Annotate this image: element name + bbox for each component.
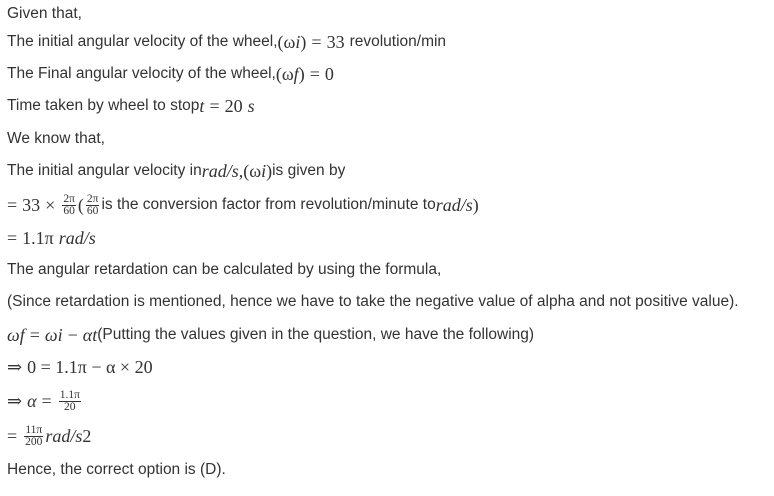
omega-i-close: ): [300, 31, 307, 52]
retardation-intro-text: The angular retardation can be calculated by using the formula,: [7, 261, 442, 278]
fraction-denominator: 60: [86, 204, 99, 217]
initial-velocity-value: 33: [326, 31, 345, 52]
result-rad-line: [7, 224, 96, 252]
implies-arrow: ⇒: [7, 390, 23, 411]
omega-i-close: ): [266, 160, 273, 181]
rad-per-s-unit: rad/s: [45, 425, 83, 446]
rad-per-s-unit: rad/s: [58, 227, 96, 248]
initial-rad-line: [7, 157, 345, 185]
conversion-line: [7, 191, 479, 219]
initial-velocity-unit: revolution/min: [349, 33, 447, 50]
alpha-t-term: αt: [82, 324, 98, 345]
conversion-fraction: [62, 194, 76, 217]
fraction-denominator: 200: [25, 435, 43, 448]
equals-sign: =: [7, 425, 18, 446]
fraction-numerator: 1.1π: [59, 388, 80, 401]
retardation-note-line: [7, 288, 739, 316]
open-paren: (: [77, 194, 84, 215]
close-paren: ): [472, 194, 479, 215]
formula-text: (Putting the values given in the question, we have the following): [97, 326, 535, 343]
rad-per-s-unit: rad/s: [201, 160, 239, 181]
result-fraction: [24, 425, 43, 448]
omega-i-subscript: i: [295, 31, 301, 52]
time-line: [7, 92, 255, 120]
omega-i-symbol: (ω: [277, 31, 296, 52]
times-sign: ×: [45, 194, 56, 215]
omega-i-subscript: i: [261, 160, 267, 181]
omega-f-close: ): [298, 63, 305, 84]
initial-rad-tail: is given by: [272, 162, 346, 179]
alpha-fraction: [59, 390, 81, 413]
unit-exponent: 2: [82, 425, 92, 446]
step3-line: [7, 422, 91, 450]
rad-per-s-unit: rad/s: [435, 194, 473, 215]
step1-expression: 0 = 1.1π − α × 20: [27, 356, 153, 377]
conversion-value: 33: [22, 194, 41, 215]
time-value: 20: [224, 95, 243, 116]
equals-sign: =: [311, 31, 322, 52]
comma: ,: [238, 160, 244, 181]
omega-f-symbol: ω: [7, 324, 20, 345]
initial-rad-text: The initial angular velocity in: [7, 162, 202, 179]
result-rad-value: 1.1π: [22, 227, 54, 248]
omega-f-symbol: (ω: [275, 63, 294, 84]
equals-sign: =: [209, 95, 220, 116]
conversion-text: is the conversion factor from revolution/minute to: [101, 196, 436, 213]
formula-line: [7, 321, 534, 349]
equals-sign: =: [41, 390, 52, 411]
omega-f-subscript: f: [293, 63, 299, 84]
step2-line: [7, 387, 83, 415]
we-know-line: [7, 125, 105, 153]
fraction-numerator: 2π: [63, 192, 75, 205]
equals-sign: =: [7, 194, 18, 215]
conversion-factor-fraction: [86, 194, 100, 217]
step1-line: [7, 353, 153, 381]
omega-i-subscript: i: [57, 324, 63, 345]
fraction-numerator: 2π: [86, 192, 99, 205]
fraction-denominator: 60: [63, 204, 75, 217]
final-velocity-text: The Final angular velocity of the wheel,: [7, 65, 276, 82]
final-velocity-value: 0: [324, 63, 334, 84]
omega-f-subscript: f: [19, 324, 25, 345]
time-text: Time taken by wheel to stop: [7, 97, 200, 114]
we-know-text: We know that,: [7, 130, 105, 147]
omega-i-symbol: (ω: [243, 160, 262, 181]
fraction-numerator: 11π: [25, 423, 43, 436]
retardation-note-text: (Since retardation is mentioned, hence we have to take the negative value of alpha and not positive value).: [7, 293, 739, 310]
conclusion-text: Hence, the correct option is (D).: [7, 461, 226, 478]
omega-i-symbol: ω: [44, 324, 58, 345]
minus-sign: −: [67, 324, 78, 345]
time-unit: s: [247, 95, 255, 116]
implies-arrow: ⇒: [7, 356, 23, 377]
initial-velocity-text: The initial angular velocity of the wheel,: [7, 33, 278, 50]
alpha-symbol: α: [27, 390, 37, 411]
final-velocity-line: [7, 60, 334, 88]
conclusion-line: [7, 456, 226, 484]
initial-velocity-line: [7, 28, 446, 56]
retardation-intro-line: [7, 256, 441, 284]
intro-line: [7, 0, 82, 28]
equals-sign: =: [29, 324, 40, 345]
equals-sign: =: [7, 227, 18, 248]
intro-text: Given that,: [7, 5, 82, 22]
time-variable: t: [199, 95, 205, 116]
equals-sign: =: [309, 63, 320, 84]
fraction-denominator: 20: [64, 400, 76, 413]
